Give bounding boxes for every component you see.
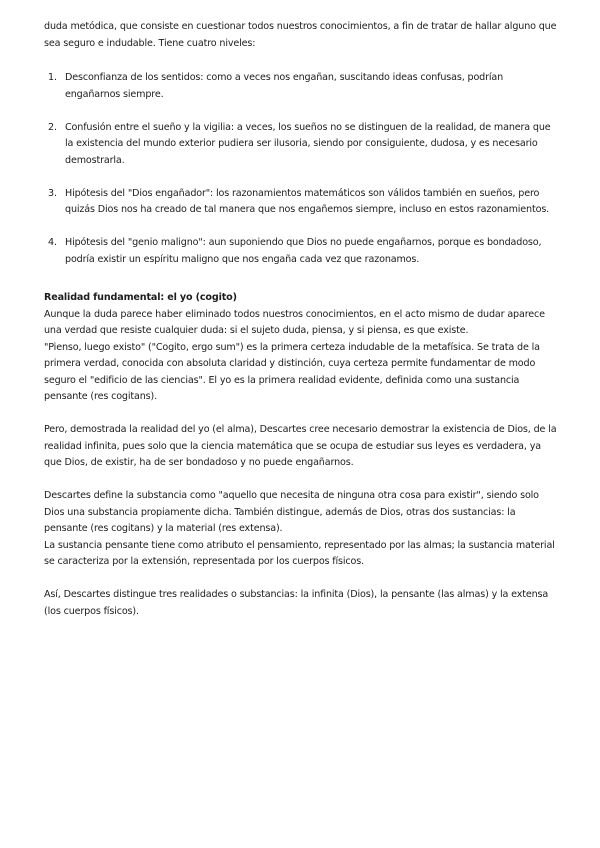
paragraph: Pero, demostrada la realidad del yo (el alma), Descartes cree necesario demostrar la existencia de Dios, de la realidad infinita, pues solo que la ciencia matemática que se ocupa de estudiar sus leyes es verdadera, ya que Dios, de existir, ha de ser bondadoso y no puede engañarnos. xyxy=(44,424,557,468)
paragraph: Así, Descartes distingue tres realidades o substancias: la infinita (Dios), la pensante (las almas) y la extensa (los cuerpos físicos). xyxy=(44,589,549,617)
paragraph: "Pienso, luego existo" ("Cogito, ergo sum") es la primera certeza indudable de la metafísica. Se trata de la primera verdad, conocida con absoluta claridad y distinción, cuya certeza permite fundamentar de modo seguro el "edificio de las ciencias". El yo es la primera realidad evidente, definida como una sustancia pensante (res cogitans). xyxy=(44,341,540,402)
list-text: Desconfianza de los sentidos: como a veces nos engañan, suscitando ideas confusas, podrían engañarnos siempre. xyxy=(65,72,504,100)
list-number: 3. xyxy=(48,187,57,199)
list-item xyxy=(44,235,559,268)
list-number: 4. xyxy=(48,237,57,248)
paragraph: Descartes define la substancia como "aquello que necesita de ninguna otra cosa para existir", siendo solo Dios una substancia propiamente dicha. También distingue, además de Dios, otras dos sustancias: la pensante (res cogitans) y la material (res extensa). xyxy=(44,490,539,534)
paragraph: Aunque la duda parece haber eliminado todos nuestros conocimientos, en el acto mismo de dudar aparece una verdad que resiste cualquier duda: si el sujeto duda, piensa, y si piensa, es que existe. xyxy=(44,308,545,336)
paragraph-spacer xyxy=(44,406,559,423)
list-number: 1. xyxy=(48,72,57,83)
list-text: Hipótesis del "genio maligno": aun suponiendo que Dios no puede engañarnos, porque es bondadoso, podría existir un espíritu maligno que nos engaña cada vez que razonamos. xyxy=(65,237,542,265)
section-heading: Realidad fundamental: el yo (cogito) xyxy=(44,292,237,303)
list-text: Hipótesis del "Dios engañador": los razonamientos matemáticos son válidos también en sueños, pero quizás Dios nos ha creado de tal manera que nos engañemos siempre, incluso en estos razonamientos. xyxy=(65,187,550,215)
list-text: Confusión entre el sueño y la vigilia: a veces, los sueños no se distinguen de la realidad, de manera que la existencia del mundo exterior pudiera ser ilusoria, siendo por consiguiente, dudosa, y es necesario demostrarla. xyxy=(65,121,551,166)
paragraph-spacer xyxy=(44,571,559,588)
intro-paragraph: duda metódica, que consiste en cuestionar todos nuestros conocimientos, a fin de tratar de hallar alguno que sea seguro e indudable. Tiene cuatro niveles: xyxy=(44,21,557,49)
list-item xyxy=(44,186,559,219)
doubt-levels-list xyxy=(44,70,559,268)
paragraph-spacer xyxy=(44,472,559,489)
list-number: 2. xyxy=(48,121,57,133)
list-item xyxy=(44,70,559,103)
paragraph: La sustancia pensante tiene como atributo el pensamiento, representado por las almas; la sustancia material se caracteriza por la extensión, representada por los cuerpos físicos. xyxy=(44,539,555,567)
document-page xyxy=(44,19,559,620)
list-item xyxy=(44,120,559,170)
